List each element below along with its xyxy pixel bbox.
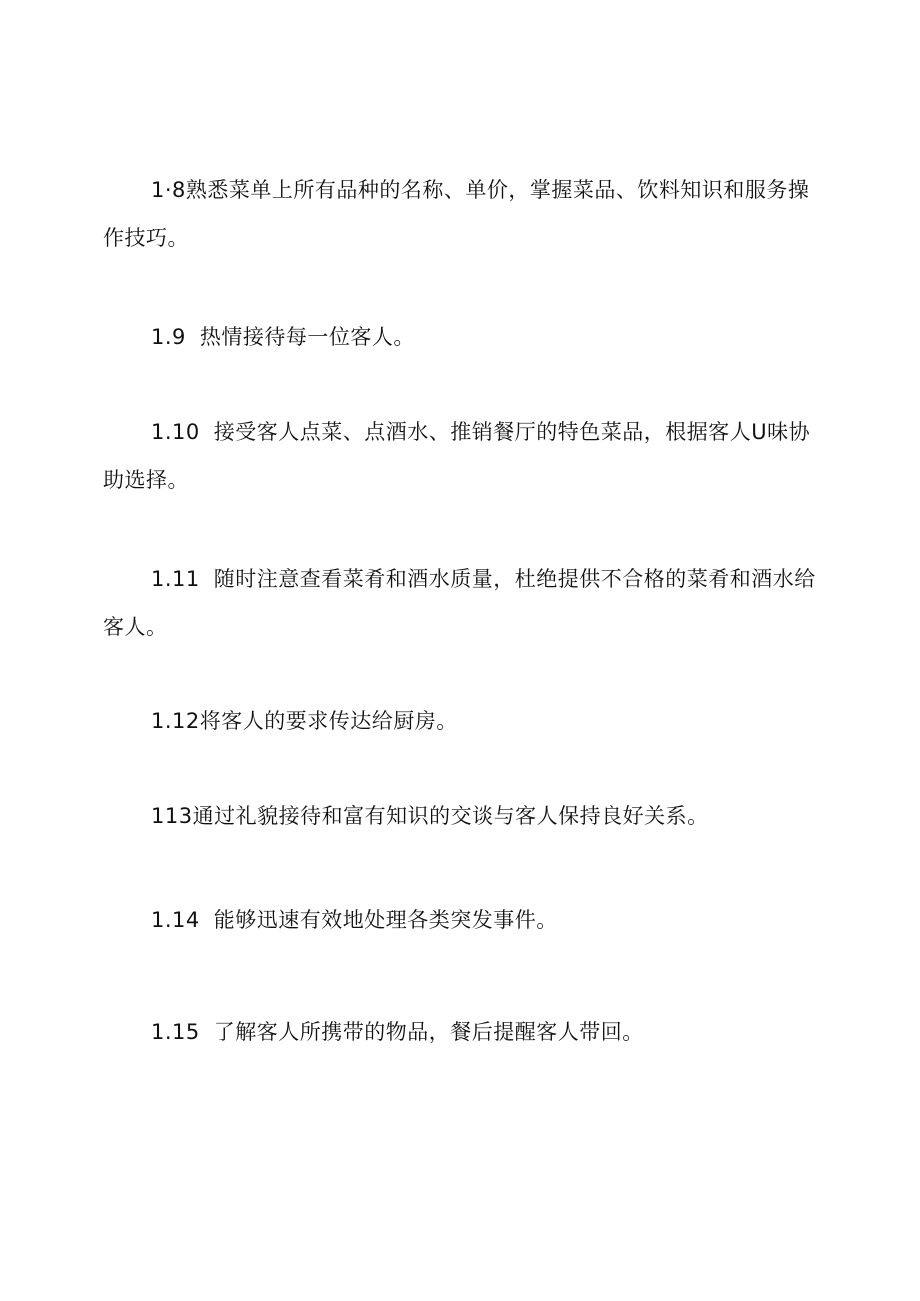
paragraph-text: 将客人的要求传达给厨房。 xyxy=(199,709,458,733)
paragraph-1-12 xyxy=(103,697,818,745)
paragraph-text: 通过礼貌接待和富有知识的交谈与客人保持良好关系。 xyxy=(192,804,709,828)
paragraph-number: 1.11 xyxy=(151,567,200,591)
paragraph-text: 了解客人所携带的物品，餐后提醒客人带回。 xyxy=(213,1020,644,1044)
paragraph-1-15 xyxy=(103,1008,818,1056)
paragraph-text: 随时注意查看菜肴和酒水质量，杜绝提供不合格的菜肴和酒水给客人。 xyxy=(103,567,816,639)
paragraph-text: 接受客人点菜、点酒水、推销餐厅的特色菜品，根据客人U味协助选择。 xyxy=(103,420,811,492)
paragraph-number: 1.12 xyxy=(151,709,200,733)
paragraph-number: 1·8 xyxy=(151,178,186,202)
paragraph-1-13 xyxy=(103,792,818,840)
paragraph-number: 1.9 xyxy=(151,325,186,349)
paragraph-number: 1.14 xyxy=(151,908,200,932)
paragraph-text: 熟悉菜单上所有品种的名称、单价，掌握菜品、饮料知识和服务操作技巧。 xyxy=(103,178,810,250)
paragraph-1-8 xyxy=(103,166,818,262)
paragraph-text: 热情接待每一位客人。 xyxy=(199,325,415,349)
paragraph-text: 能够迅速有效地处理各类突发事件。 xyxy=(213,908,558,932)
paragraph-number: 113 xyxy=(151,804,193,828)
paragraph-1-14 xyxy=(103,896,818,944)
paragraph-number: 1.10 xyxy=(151,420,200,444)
paragraph-1-10 xyxy=(103,408,818,504)
paragraph-number: 1.15 xyxy=(151,1020,200,1044)
paragraph-1-11 xyxy=(103,555,818,651)
paragraph-1-9 xyxy=(103,313,818,361)
